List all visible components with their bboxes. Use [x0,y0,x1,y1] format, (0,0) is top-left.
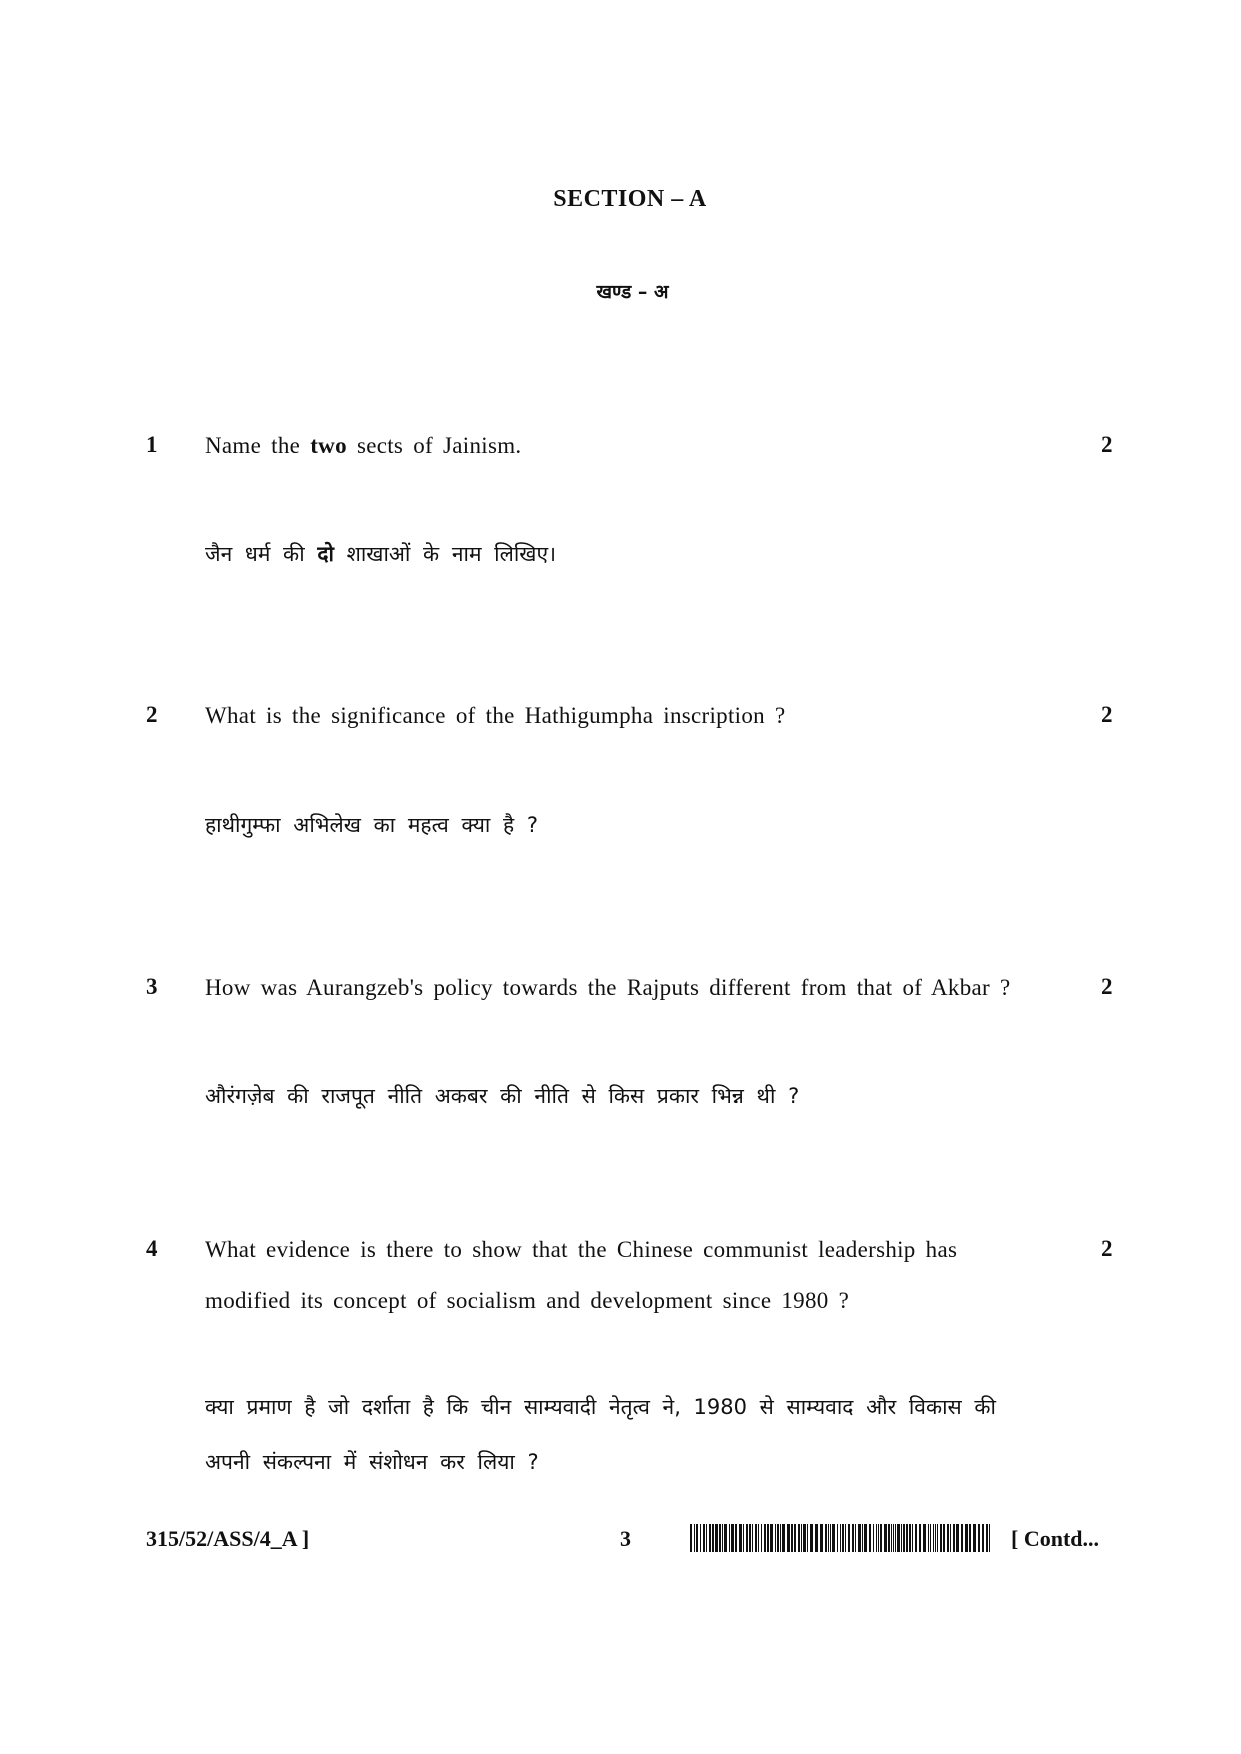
question-text-segment: जैन धर्म की [205,542,318,566]
barcode-icon [690,1524,990,1552]
question-text-bold: दो [317,542,334,566]
question-text-segment: शाखाओं के नाम लिखिए। [333,542,557,566]
question-text-english: How was Aurangzeb's policy towards the Rajputs different from that of Akbar ? [205,975,1011,1000]
question-number: 2 [146,702,158,727]
question-text-english: What is the significance of the Hathigumpha inscription ? [205,703,786,728]
question-marks: 2 [1101,1236,1113,1261]
question-text-segment: Name the [205,433,311,458]
question-text-hindi: औरंगज़ेब की राजपूत नीति अकबर की नीति से किस प्रकार भिन्न थी ? [205,1084,800,1108]
question-text-hindi [205,1380,996,1490]
section-title: SECTION – A [553,186,707,212]
question-text-segment: sects of Jainism. [346,433,522,458]
question-text-hindi [205,527,556,582]
continued-label: [ Contd... [1011,1526,1100,1551]
question-number: 4 [146,1236,158,1261]
question-text-line: क्या प्रमाण है जो दर्शाता है कि चीन साम्यवादी नेतृत्व ने, 1980 से साम्यवाद और विकास की [205,1395,996,1419]
paper-code: 315/52/ASS/4_A ] [146,1526,310,1551]
question-text-english [205,420,521,471]
question-text-hindi: हाथीगुम्फा अभिलेख का महत्व क्या है ? [205,813,539,837]
question-text-bold: two [310,433,347,458]
question-marks: 2 [1101,702,1113,727]
page-number: 3 [620,1526,631,1551]
question-text-line: अपनी संकल्पना में संशोधन कर लिया ? [205,1450,539,1474]
question-text-english [205,1224,957,1326]
question-marks: 2 [1101,974,1113,999]
question-number: 3 [146,974,158,999]
question-text-line: modified its concept of socialism and development since 1980 ? [205,1288,850,1313]
question-number: 1 [146,432,158,457]
question-text-line: What evidence is there to show that the Chinese communist leadership has [205,1237,958,1262]
question-marks: 2 [1101,432,1113,457]
section-title-hindi: खण्ड – अ [596,281,669,303]
